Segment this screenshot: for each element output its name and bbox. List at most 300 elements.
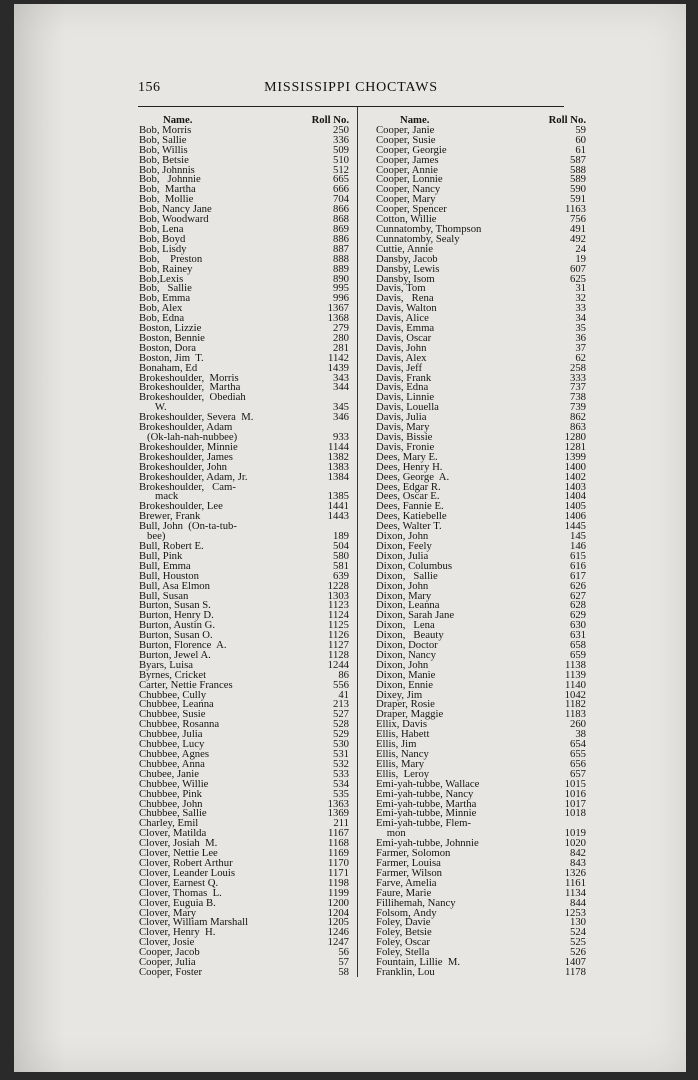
entry-name: Dixon, Doctor (376, 639, 438, 652)
roll-number: 1126 (328, 629, 349, 642)
roll-number: 526 (569, 946, 586, 959)
entry-name: Brokeshoulder, Obediah (139, 391, 246, 404)
page-header (138, 80, 564, 102)
roll-number: 863 (569, 421, 586, 434)
roll-number: 1383 (327, 460, 349, 473)
entry-name: Cuttie, Annie (376, 242, 433, 255)
roll-number: 1384 (327, 470, 349, 483)
entry-name: Emi-yah-tubbe, Wallace (376, 777, 480, 790)
entry-name: Dees, Oscar E. (376, 490, 440, 503)
entry-name: Brokeshoulder, Martha (139, 381, 241, 394)
entry-name: Dansby, Lewis (376, 262, 440, 275)
roll-number: 842 (569, 847, 586, 860)
entry-name: Cooper, Julia (139, 956, 196, 969)
entry-name: Chubbee, Susie (139, 708, 206, 721)
roll-number: 146 (569, 539, 586, 552)
roll-number: 738 (569, 391, 586, 404)
entry-name: Bob, Woodward (139, 213, 209, 226)
roll-number: 654 (569, 738, 586, 751)
roll-number: 491 (569, 222, 586, 235)
roll-number: 280 (332, 331, 349, 344)
roll-number: 1253 (564, 906, 586, 919)
entry-name: Chubee, Janie (139, 767, 199, 780)
entry-name: Cooper, Susie (376, 133, 436, 146)
entry-name: Burton, Florence A. (139, 639, 227, 652)
roll-number: 24 (575, 242, 586, 255)
entry-name: Farve, Amelia (376, 876, 437, 889)
roll-number: 512 (332, 163, 349, 176)
roll-number: 843 (569, 856, 586, 869)
entry-name: Davis, Emma (376, 322, 435, 335)
entry-name: Carter, Nettie Frances (139, 678, 233, 691)
entry-name: Bob, Mollie (139, 193, 194, 206)
roll-number: 639 (332, 569, 349, 582)
roll-number: 527 (332, 708, 349, 721)
entry-name: Ellis, Mary (376, 757, 425, 770)
roster-row (376, 819, 586, 829)
roll-number: 41 (338, 688, 349, 701)
roll-number: 889 (332, 262, 349, 275)
entry-name: Chubbee, Agnes (139, 748, 210, 760)
roll-number: 281 (332, 341, 349, 354)
entry-name: Burton, Austin G. (139, 619, 216, 632)
entry-name: Dansby, Isom (376, 272, 435, 285)
entry-name: Bob, Willis (139, 143, 188, 156)
roll-heading: Roll No. (548, 114, 586, 126)
roll-number: 1016 (564, 787, 586, 800)
entry-name: Davis, Linnie (376, 391, 435, 404)
entry-name: Chubbee, Cully (139, 688, 207, 701)
roll-number: 1125 (328, 619, 349, 632)
entry-name: Foley, Stella (376, 946, 430, 959)
entry-name: Cooper, Spencer (376, 203, 447, 216)
entry-name: Boston, Bennie (139, 331, 205, 344)
entry-name: Cooper, Lonnie (376, 173, 443, 186)
roll-number: 1161 (565, 876, 586, 889)
entry-name: Cooper, Jacob (139, 946, 200, 959)
entry-name: Burton, Jewel A. (139, 648, 211, 661)
entry-name: Farmer, Louisa (376, 856, 441, 869)
roll-number: 336 (332, 133, 349, 146)
entry-name: Davis, Walton (376, 302, 437, 315)
roll-number: 213 (332, 698, 349, 711)
entry-name: Burton, Susan O. (139, 629, 213, 642)
roll-number: 631 (569, 629, 586, 642)
roll-number: 1017 (564, 797, 586, 810)
entry-name: Clover, Earnest Q. (139, 876, 219, 889)
entry-name: Cooper, Mary (376, 193, 436, 206)
roll-number: 665 (332, 173, 349, 186)
entry-name: Bob, Sallie (139, 282, 192, 295)
roll-number: 528 (332, 718, 349, 731)
roll-number: 250 (332, 123, 349, 136)
roll-number: 556 (332, 678, 349, 691)
entry-name: Farmer, Wilson (376, 866, 443, 879)
roll-number: 933 (332, 431, 349, 443)
entry-name: Boston, Jim T. (139, 351, 204, 364)
entry-name: Chubbee, Julia (139, 728, 203, 741)
entry-name: Bull, Robert E. (139, 539, 204, 552)
roll-number: 1404 (564, 490, 586, 503)
roll-number: 1406 (564, 510, 586, 523)
roll-number: 629 (569, 609, 586, 622)
roll-number: 510 (332, 153, 349, 166)
roll-number: 887 (332, 242, 349, 255)
roll-number: 37 (575, 341, 586, 354)
entry-name: Bob, Martha (139, 183, 196, 196)
roll-number: 996 (332, 292, 349, 305)
roll-number: 1441 (327, 500, 349, 513)
roll-number: 1171 (328, 866, 349, 879)
roll-number: 737 (569, 381, 586, 394)
entry-name: Bob, Emma (139, 292, 191, 305)
roll-number: 1385 (327, 490, 349, 503)
roll-number: 1303 (327, 589, 349, 602)
roster-row (139, 522, 349, 532)
roll-number: 260 (569, 718, 586, 731)
roll-number: 869 (332, 222, 349, 235)
roll-number: 509 (332, 143, 349, 156)
entry-name: Cooper, Nancy (376, 183, 441, 196)
entry-name: Bob, Alex (139, 302, 183, 315)
roll-number: 1407 (564, 956, 586, 969)
entry-name: Dixon, John (376, 579, 429, 592)
entry-name: Emi-yah-tubbe, Martha (376, 797, 477, 810)
roll-number: 344 (332, 381, 349, 394)
entry-name: Brokeshoulder, John (139, 460, 228, 473)
entry-name: Clover, Nettie Lee (139, 847, 218, 860)
roll-number: 1228 (327, 579, 349, 592)
entry-name: Bull, Pink (139, 549, 183, 562)
entry-name: Bull, Houston (139, 569, 199, 582)
entry-name: Ellix, Davis (376, 718, 428, 731)
roll-number: 492 (569, 232, 586, 245)
roll-number: 616 (569, 559, 586, 572)
entry-name: Clover, Mary (139, 906, 197, 919)
entry-name: Dixon, Columbus (376, 559, 453, 572)
entry-name: Bob, Johnnis (139, 163, 195, 176)
roll-number: 657 (569, 767, 586, 780)
roll-number: 1178 (565, 965, 586, 978)
roll-number: 1439 (327, 361, 349, 374)
roll-number: 345 (332, 401, 349, 414)
entry-name: Bonaham, Ed (139, 361, 198, 374)
roll-number: 591 (569, 193, 586, 206)
roll-number: 19 (575, 252, 586, 265)
roll-number: 1382 (327, 450, 349, 463)
entry-name: Chubbee, Lucy (139, 738, 205, 751)
roll-number: 1326 (564, 866, 586, 879)
entry-name: Dees, Mary E. (376, 450, 438, 463)
entry-name: Cooper, Annie (376, 163, 438, 176)
roll-number: 1170 (328, 856, 349, 869)
header-rule (138, 106, 564, 107)
roll-number: 617 (569, 569, 586, 582)
roll-number: 33 (575, 302, 586, 315)
roll-number: 529 (332, 728, 349, 741)
roll-number: 1402 (564, 470, 586, 483)
roll-number: 1204 (327, 906, 349, 919)
roll-number: 1367 (327, 302, 349, 315)
entry-name: Draper, Maggie (376, 708, 444, 721)
entry-name: Clover, Robert Arthur (139, 856, 233, 869)
roll-number: 655 (569, 748, 586, 760)
entry-name: Dixon, Mary (376, 589, 432, 602)
entry-name: Farmer, Solomon (376, 847, 451, 860)
entry-name: Davis, Mary (376, 421, 430, 434)
entry-name: Bob, Nancy Jane (139, 203, 212, 216)
roll-number: 1142 (328, 351, 349, 364)
roll-number: 343 (332, 371, 349, 384)
roster-row (139, 965, 349, 978)
entry-name: Cunnatomby, Sealy (376, 232, 460, 245)
entry-name: Brokeshoulder, Morris (139, 371, 239, 384)
roll-number: 535 (332, 787, 349, 800)
entry-name: Foley, Davie (376, 916, 431, 929)
entry-name: Dixon, Nancy (376, 648, 436, 661)
roll-number: 658 (569, 639, 586, 652)
roll-number: 615 (569, 549, 586, 562)
page-title: MISSISSIPPI CHOCTAWS (264, 80, 438, 95)
roll-number: 866 (332, 203, 349, 216)
roll-number: 666 (332, 183, 349, 196)
roll-number: 1445 (564, 520, 586, 533)
entry-name: Charley, Emil (139, 817, 199, 830)
roll-number: 659 (569, 648, 586, 661)
entry-name: Foley, Oscar (376, 936, 430, 949)
entry-name: Dixon, Lena (376, 619, 435, 632)
roll-number: 581 (332, 559, 349, 572)
roll-number: 589 (569, 173, 586, 186)
entry-name: Bull, Emma (139, 559, 191, 572)
entry-name: Dixon, Julia (376, 549, 429, 562)
entry-name: Dees, Katiebelle (376, 510, 447, 523)
entry-name: Fountain, Lillie M. (376, 956, 461, 969)
roll-number: 145 (569, 530, 586, 543)
entry-name: Draper, Rosie (376, 698, 435, 711)
entry-name: Cooper, Foster (139, 965, 203, 978)
roll-number: 1443 (327, 510, 349, 523)
entry-name: Boston, Dora (139, 341, 196, 354)
entry-name: Chubbee, Anna (139, 757, 205, 770)
roll-number: 1369 (327, 807, 349, 820)
entry-name: Dees, Henry H. (376, 460, 443, 473)
entry-name: Bob, Morris (139, 123, 192, 136)
roll-heading: Roll No. (311, 114, 349, 126)
entry-name: Dees, Walter T. (376, 520, 442, 533)
entry-name: Dansby, Jacob (376, 252, 438, 265)
roll-number: 1167 (328, 827, 349, 840)
roll-number: 1018 (564, 807, 586, 820)
entry-name: W. (139, 401, 167, 414)
entry-name: Dixon, Ennie (376, 678, 433, 691)
roll-number: 1182 (565, 698, 586, 711)
entry-name: Clover, Josie (139, 936, 195, 949)
entry-name: Dees, Edgar R. (376, 480, 441, 493)
entry-name: Faure, Marie (376, 886, 432, 899)
roll-number: 1368 (327, 312, 349, 325)
page-number: 156 (138, 80, 161, 95)
entry-name: Dixon, Manie (376, 668, 436, 681)
roll-number: 1199 (328, 886, 349, 899)
roll-number: 1169 (328, 847, 349, 860)
roll-number: 888 (332, 252, 349, 265)
entry-name: Brokeshoulder, James (139, 450, 233, 463)
name-heading: Name. (400, 114, 430, 126)
entry-name: Bob, Betsie (139, 153, 189, 166)
roll-number: 1280 (564, 431, 586, 443)
roll-number: 580 (332, 549, 349, 562)
roll-number: 628 (569, 599, 586, 612)
entry-name: Ellis, Jim (376, 738, 417, 751)
roll-number: 31 (575, 282, 586, 295)
roll-number: 656 (569, 757, 586, 770)
entry-name: Davis, Julia (376, 411, 427, 424)
entry-name: Dees, Fannie E. (376, 500, 444, 513)
entry-name: Cotton, Willie (376, 213, 437, 226)
entry-name: Bob, Sallie (139, 133, 187, 146)
roll-number: 258 (569, 361, 586, 374)
roll-number: 1198 (328, 876, 349, 889)
roll-number: 62 (575, 351, 586, 364)
entry-name: Emi-yah-tubbe, Flem- (376, 817, 471, 830)
roll-number: 56 (338, 946, 349, 959)
entry-name: Brokeshoulder, Cam- (139, 480, 236, 493)
entry-name: Davis, Louella (376, 401, 439, 414)
entry-name: Burton, Susan S. (139, 599, 211, 612)
entry-name: Dixon, Leanna (376, 599, 440, 612)
entry-name: Davis, Edna (376, 381, 429, 394)
roll-number: 532 (332, 757, 349, 770)
entry-name: Clover, William Marshall (139, 916, 249, 929)
entry-name: Davis, Bissie (376, 431, 433, 443)
entry-name: Fillihemah, Nancy (376, 896, 456, 909)
entry-name: Ellis, Nancy (376, 748, 429, 760)
entry-name: Bob,Lexis (139, 272, 184, 285)
roll-number: 86 (338, 668, 349, 681)
roll-number: 61 (575, 143, 586, 156)
entry-name: Dixey, Jim (376, 688, 423, 701)
roll-number: 1247 (327, 936, 349, 949)
entry-name: Davis, Jeff (376, 361, 423, 374)
roll-number: 211 (333, 817, 349, 830)
roll-number: 1127 (328, 639, 349, 652)
roll-number: 1134 (565, 886, 586, 899)
roll-number: 1400 (564, 460, 586, 473)
roll-number: 1015 (564, 777, 586, 790)
roll-number: 58 (338, 965, 349, 978)
roll-number: 1399 (564, 450, 586, 463)
entry-name: Burton, Henry D. (139, 609, 214, 622)
entry-name: Bob, Lena (139, 222, 184, 235)
entry-name: Dixon, John (376, 658, 429, 671)
column-divider (357, 107, 358, 977)
entry-name: Brokeshoulder, Minnie (139, 440, 238, 453)
roll-number: 1244 (327, 658, 349, 671)
roll-number: 627 (569, 589, 586, 602)
entry-name: Ellis, Leroy (376, 767, 430, 780)
roll-number: 1138 (565, 658, 586, 671)
entry-name: Chubbee, Willie (139, 777, 209, 790)
entry-name: mon (376, 827, 406, 840)
roll-number: 587 (569, 153, 586, 166)
roll-number: 1168 (328, 837, 349, 850)
roll-number: 890 (332, 272, 349, 285)
entry-name: Davis, Rena (376, 292, 434, 305)
roll-number: 1363 (327, 797, 349, 810)
roll-number: 739 (569, 401, 586, 414)
roster-row (139, 393, 349, 403)
entry-name: Clover, Henry H. (139, 926, 216, 939)
roll-number: 844 (569, 896, 586, 909)
entry-name: Brewer, Frank (139, 510, 201, 523)
roll-number: 57 (338, 956, 349, 969)
entry-name: Clover, Josiah M. (139, 837, 218, 850)
roll-number: 590 (569, 183, 586, 196)
entry-name: Foley, Betsie (376, 926, 432, 939)
roll-number: 756 (569, 213, 586, 226)
entry-name: Cooper, Georgie (376, 143, 447, 156)
entry-name: Davis, Alex (376, 351, 427, 364)
entry-name: Bull, John (On-ta-tub- (139, 520, 237, 533)
entry-name: Clover, Thomas L. (139, 886, 222, 899)
roll-number: 333 (569, 371, 586, 384)
roll-number: 1163 (565, 203, 586, 216)
roll-number: 524 (569, 926, 586, 939)
roll-number: 38 (575, 728, 586, 741)
entry-name: Emi-yah-tubbe, Nancy (376, 787, 474, 800)
entry-name: Davis, Frank (376, 371, 432, 384)
roll-number: 525 (569, 936, 586, 949)
roll-number: 1139 (565, 668, 586, 681)
entry-name: Brokeshoulder, Lee (139, 500, 223, 513)
roll-number: 1123 (328, 599, 349, 612)
entry-name: Chubbee, Sallie (139, 807, 207, 820)
roll-number: 60 (575, 133, 586, 146)
roll-number: 1403 (564, 480, 586, 493)
roll-number: 1144 (328, 440, 349, 453)
entry-name: Bob, Lisdy (139, 242, 187, 255)
entry-name: Davis, Fronie (376, 440, 435, 453)
roll-number: 346 (332, 411, 349, 424)
entry-name: Davis, Oscar (376, 331, 432, 344)
entry-name: Brokeshoulder, Adam, Jr. (139, 470, 248, 483)
roll-number: 32 (575, 292, 586, 305)
name-heading: Name. (163, 114, 193, 126)
roll-number: 868 (332, 213, 349, 226)
left-column (139, 116, 349, 978)
entry-name: Bob, Boyd (139, 232, 186, 245)
roll-number: 36 (575, 331, 586, 344)
entry-name: bee) (139, 530, 166, 543)
roll-number: 886 (332, 232, 349, 245)
right-column (376, 116, 586, 978)
entry-name: Byrnes, Cricket (139, 668, 207, 681)
entry-name: Cooper, Janie (376, 123, 435, 136)
entry-name: Dixon, Feely (376, 539, 432, 552)
entry-name: Bull, Asa Elmon (139, 579, 210, 592)
roll-number: 531 (332, 748, 349, 760)
entry-name: Boston, Lizzie (139, 322, 202, 335)
roll-number: 630 (569, 619, 586, 632)
entry-name: Davis, Alice (376, 312, 429, 325)
roll-number: 1140 (565, 678, 586, 691)
roster-row (376, 965, 586, 978)
entry-name: Dixon, Sallie (376, 569, 438, 582)
entry-name: Chubbee, Rosanna (139, 718, 220, 731)
entry-name: Dees, George A. (376, 470, 450, 483)
roll-number: 625 (569, 272, 586, 285)
